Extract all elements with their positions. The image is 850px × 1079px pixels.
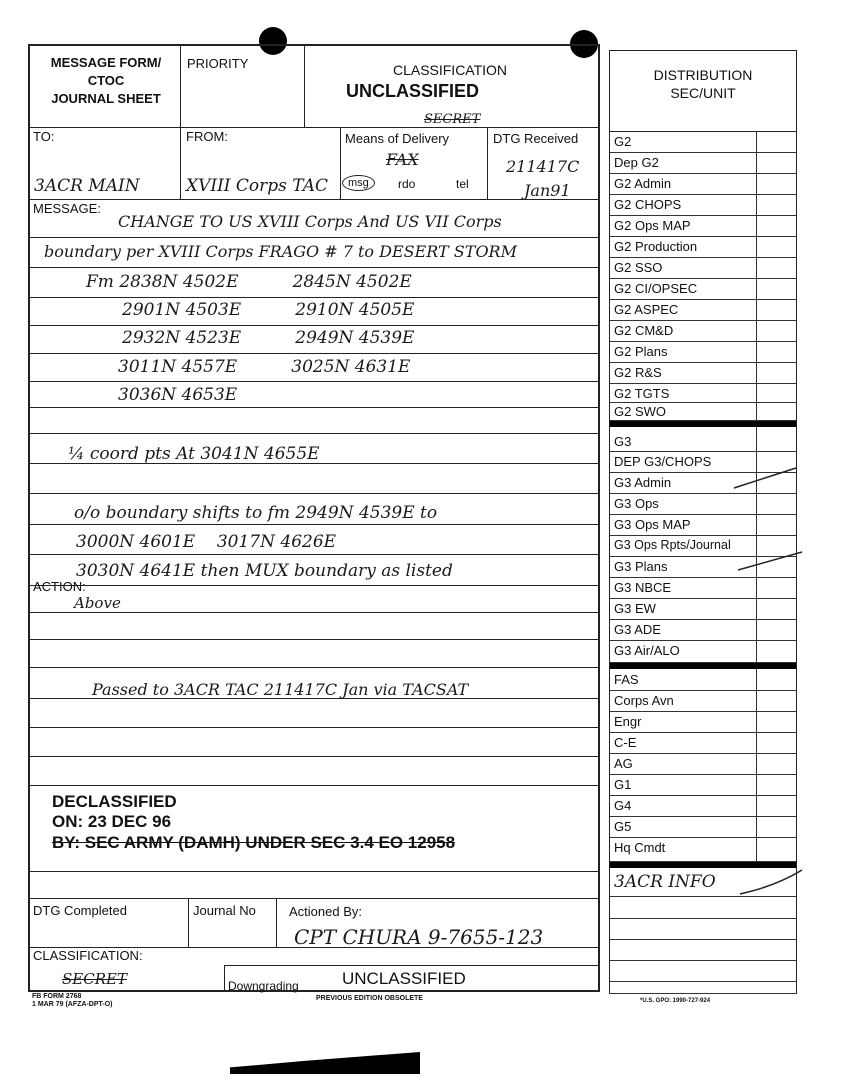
to-label: TO:	[33, 129, 55, 144]
classification-footer-label: CLASSIFICATION:	[33, 948, 143, 963]
classification-footer-struck: SECRET	[62, 970, 127, 988]
message-line: CHANGE TO US XVIII Corps And US VII Corps	[118, 212, 502, 231]
message-line: boundary per XVIII Corps FRAGO # 7 to DESERT STORM	[44, 242, 517, 261]
dtg-received-date: Jan91	[524, 181, 571, 200]
from-value: XVIII Corps TAC	[186, 176, 329, 196]
to-value: 3ACR MAIN	[34, 176, 140, 196]
form-number: FB FORM 2768 1 MAR 79 (AFZA-DPT-O)	[32, 993, 113, 1008]
means-struck: FAX	[386, 150, 419, 169]
dist-row	[610, 918, 796, 940]
dist-row: G3 Air/ALO	[610, 640, 796, 663]
dist-row: G3	[610, 427, 796, 452]
dist-row: G5	[610, 816, 796, 838]
dist-row	[610, 897, 796, 919]
dist-row: G2 CI/OPSEC	[610, 278, 796, 300]
action-label: ACTION:	[33, 579, 86, 594]
dist-row: 3ACR INFO	[610, 868, 796, 897]
dist-row: G2	[610, 131, 796, 153]
distribution-title: DISTRIBUTION SEC/UNIT	[653, 67, 753, 101]
classification-label: CLASSIFICATION	[392, 62, 508, 78]
actioned-by-value: CPT CHURA 9-7655-123	[294, 925, 544, 949]
dist-row: G2 SSO	[610, 257, 796, 279]
journal-no-label: Journal No	[193, 903, 256, 918]
dist-row: Hq Cmdt	[610, 837, 796, 862]
means-msg-circled: msg	[342, 175, 375, 191]
dist-row: Engr	[610, 711, 796, 733]
dist-row: G2 CHOPS	[610, 194, 796, 216]
declass-line-3: BY: SEC ARMY (DAMH) UNDER SEC 3.4 EO 12958	[52, 833, 456, 852]
priority-label: PRIORITY	[187, 56, 249, 71]
classification-value: UNCLASSIFIED	[346, 81, 480, 101]
check-mark	[730, 462, 800, 492]
dist-row: C-E	[610, 732, 796, 754]
dist-row: G1	[610, 774, 796, 796]
check-mark	[736, 866, 806, 900]
message-line: 3036N 4653E	[118, 385, 238, 405]
dist-row: DEP G3/CHOPS	[610, 451, 796, 473]
dtg-completed-label: DTG Completed	[33, 903, 127, 918]
dist-row: G2 CM&D	[610, 320, 796, 342]
dist-row: G3 NBCE	[610, 577, 796, 599]
dist-row: G2 Admin	[610, 173, 796, 195]
dist-row: G2 TGTS	[610, 383, 796, 403]
unclassified-footer: UNCLASSIFIED	[342, 969, 466, 988]
means-label: Means of Delivery	[345, 131, 450, 146]
message-line: o/o boundary shifts to fm 2949N 4539E to	[74, 503, 438, 523]
dist-row: G3 Plans	[610, 556, 796, 578]
dist-row: G3 Ops MAP	[610, 514, 796, 536]
dist-row: G4	[610, 795, 796, 817]
downgrading-label: Downgrading	[228, 979, 299, 993]
scan-artifact	[230, 1052, 420, 1074]
message-line: Above	[74, 594, 121, 612]
message-line: 2901N 4503E 2910N 4505E	[122, 300, 415, 320]
dist-row: G3 Admin	[610, 472, 796, 494]
dtg-received-label: DTG Received	[493, 131, 579, 146]
previous-edition-note: PREVIOUS EDITION OBSOLETE	[316, 995, 423, 1002]
dist-row: G2 Production	[610, 236, 796, 258]
declass-line-2: ON: 23 DEC 96	[52, 812, 172, 831]
gpo-note: *U.S. GPO: 1990-727-924	[640, 998, 711, 1004]
means-tel: tel	[456, 177, 469, 191]
dist-row	[610, 960, 796, 982]
means-rdo: rdo	[398, 177, 416, 191]
message-label: MESSAGE:	[33, 201, 101, 216]
message-line: Fm 2838N 4502E 2845N 4502E	[86, 272, 412, 292]
declass-line-1: DECLASSIFIED	[52, 792, 177, 811]
form-title: MESSAGE FORM/ CTOC JOURNAL SHEET	[50, 55, 162, 106]
message-line: 3011N 4557E 3025N 4631E	[118, 357, 411, 377]
classification-struck: SECRET	[424, 112, 481, 127]
dist-row: G3 ADE	[610, 619, 796, 641]
dist-row: AG	[610, 753, 796, 775]
dist-row: G2 SWO	[610, 403, 796, 421]
check-mark	[736, 548, 806, 574]
punch-hole-left	[259, 27, 287, 55]
dist-row: G3 Ops	[610, 493, 796, 515]
dist-row: G3 EW	[610, 598, 796, 620]
message-line: 2932N 4523E 2949N 4539E	[122, 328, 415, 348]
passed-note: Passed to 3ACR TAC 211417C Jan via TACSAT	[92, 680, 469, 699]
dist-row: FAS	[610, 669, 796, 691]
dist-row: G2 R&S	[610, 362, 796, 384]
dtg-received-value: 211417C	[506, 157, 580, 176]
from-label: FROM:	[186, 129, 228, 144]
dist-row	[610, 939, 796, 961]
message-line: 3030N 4641E then MUX boundary as listed	[76, 561, 453, 581]
actioned-by-label: Actioned By:	[289, 904, 362, 919]
dist-row	[610, 981, 796, 994]
dist-row: Corps Avn	[610, 690, 796, 712]
message-line: 3000N 4601E 3017N 4626E	[76, 532, 337, 552]
dist-row: G3 Ops Rpts/Journal	[610, 535, 796, 557]
message-line: ¼ coord pts At 3041N 4655E	[68, 444, 320, 464]
dist-row: Dep G2	[610, 152, 796, 174]
dist-row: G2 Plans	[610, 341, 796, 363]
dist-row: G2 ASPEC	[610, 299, 796, 321]
dist-row: G2 Ops MAP	[610, 215, 796, 237]
